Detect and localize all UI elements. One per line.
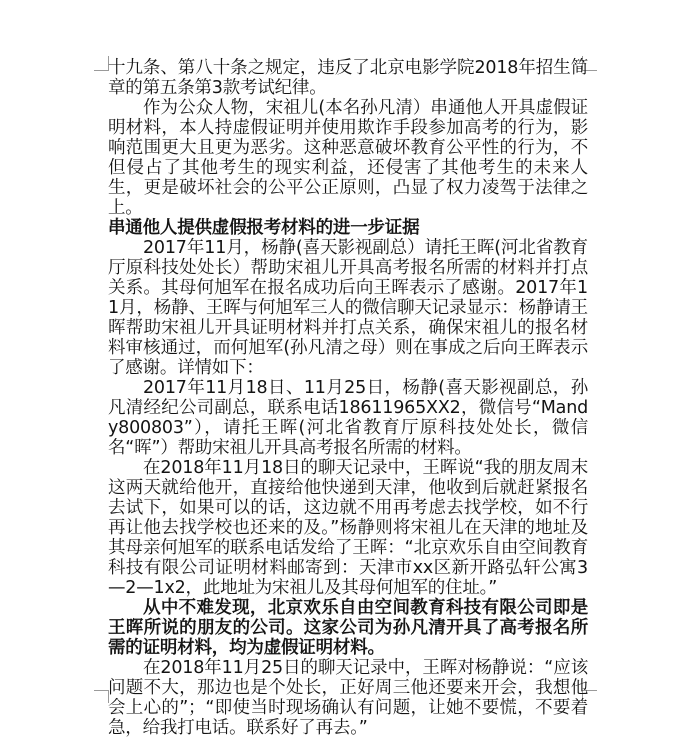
document-body: [108, 58, 588, 738]
paragraph-rule-violation: 十九条、第八十条之规定，违反了北京电影学院2018年招生简章的第五条第3款考试纪律。: [108, 58, 588, 98]
paragraph-evidence-summary: 2017年11月，杨静(喜天影视副总）请托王晖(河北省教育厅原科技处处长）帮助宋祖儿开具高考报名所需的材料并打点关系。其母何旭军在报名成功后向王晖表示了感谢。2017年11月，杨静、王晖与何旭军三人的微信聊天记录显示：杨静请王晖帮助宋祖儿开具证明材料并打点关系，确保宋祖儿的报名材料审核通过，而何旭军(孙凡清之母）则在事成之后向王晖表示了感谢。详情如下：: [108, 238, 588, 378]
paragraph-chat-nov18: 在2018年11月18日的聊天记录中，王晖说“我的朋友周末这两天就给他开，直接给他快递到天津，他收到后就赶紧报名去试下，如果可以的话，这边就不用再考虑去找学校，如不行再让他去找学校也还来的及。”杨静则将宋祖儿在天津的地址及其母亲何旭军的联系电话发给了王晖：“北京欢乐自由空间教育科技有限公司证明材料邮寄到：天津市xx区新开路弘轩公寓3—2—1x2，此地址为宋祖儿及其母何旭军的住址。”: [108, 458, 588, 598]
paragraph-bold-conclusion: 从中不难发现，北京欢乐自由空间教育科技有限公司即是王晖所说的朋友的公司。这家公司为孙凡清开具了高考报名所需的证明材料，均为虚假证明材料。: [108, 598, 588, 658]
paragraph-chat-nov25: 在2018年11月25日的聊天记录中，王晖对杨静说：“应该问题不大，那边也是个处长，正好周三他还要来开会，我想他会上心的”；“即使当时现场确认有问题，让她不要慌，不要着急，给我打电话。联系好了再去。”: [108, 658, 588, 738]
section-heading: 串通他人提供虚假报考材料的进一步证据: [108, 218, 420, 238]
margin-corner-mark: [94, 690, 109, 703]
paragraph-public-figure: 作为公众人物，宋祖儿(本名孙凡清）串通他人开具虚假证明材料，本人持虚假证明并使用欺诈手段参加高考的行为，影响范围更大且更为恶劣。这种恶意破坏教育公平性的行为，不但侵占了其他考生的现实利益，还侵害了其他考生的未来人生，更是破坏社会的公平公正原则，凸显了权力凌驾于法律之上。: [108, 98, 588, 218]
paragraph-contact-details: 2017年11月18日、11月25日，杨静(喜天影视副总，孙凡清经纪公司副总，联系电话18611965XX2，微信号“Mandy800803”），请托王晖(河北省教育厅原科技处处长，微信名“晖”）帮助宋祖儿开具高考报名所需的材料。: [108, 378, 588, 458]
margin-corner-mark: [94, 56, 109, 71]
